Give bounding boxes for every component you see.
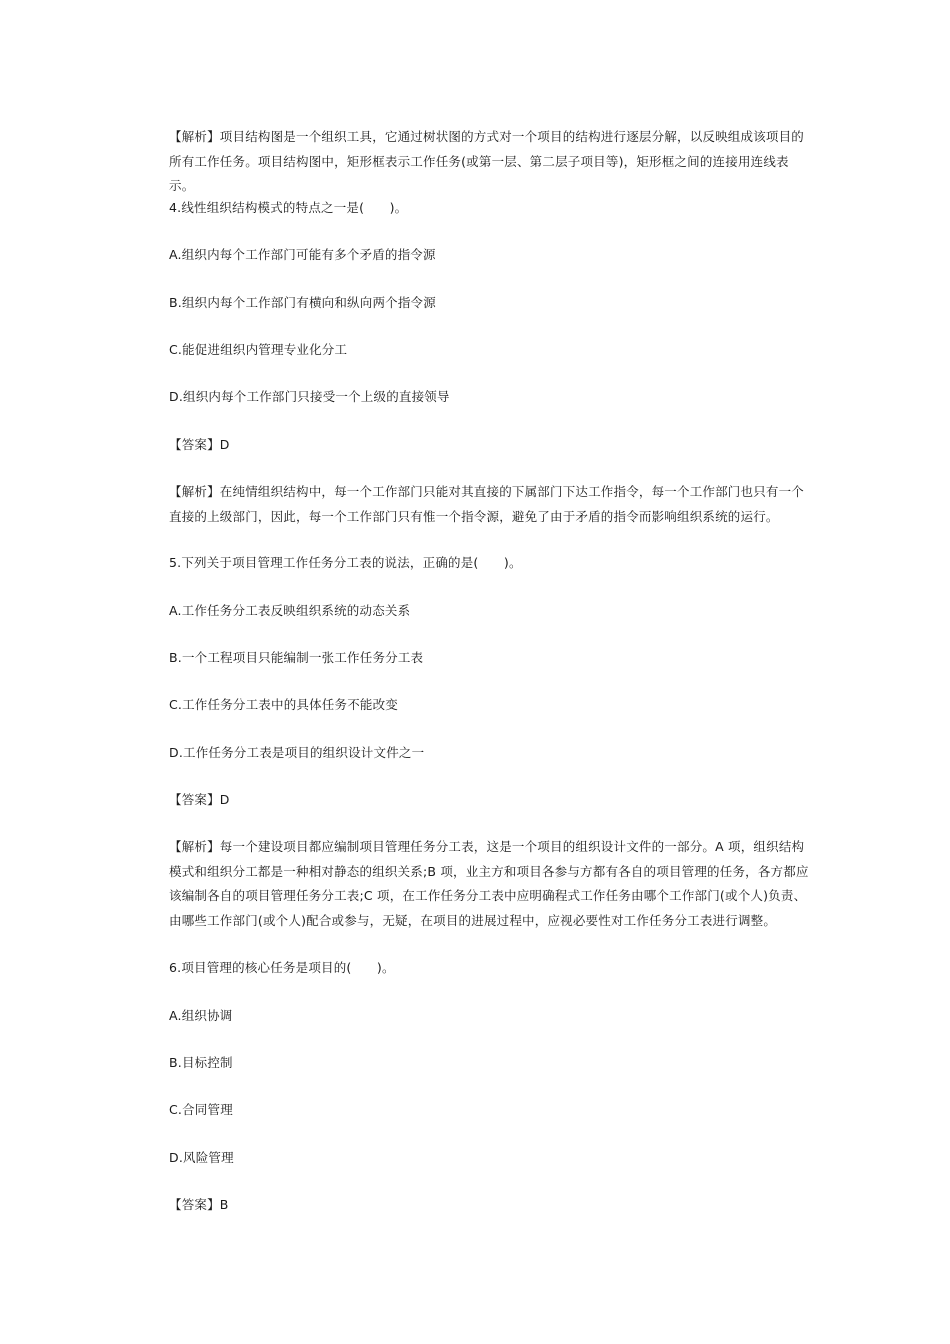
question-5: 5.下列关于项目管理工作任务分工表的说法，正确的是( )。 bbox=[169, 555, 522, 570]
question-5-option-c: C.工作任务分工表中的具体任务不能改变 bbox=[169, 697, 399, 712]
analysis-paragraph-3: 【解析】每一个建设项目都应编制项目管理任务分工表，这是一个项目的组织设计文件的一部分。A 项，组织结构模式和组织分工都是一种相对静态的组织关系;B 项，业主方和项目各参与方都有各自的项目管理的任务，各方都应该编制各自的项目管理任务分工表;C 项，在工作任务分工表中应明确程式工作任务由哪个工作部门(或个人)负责、由哪些工作部门(或个人)配合或参与，无疑，在项目的进展过程中，应视必要性对工作任务分工表进行调整。 bbox=[169, 839, 809, 928]
analysis-paragraph-2: 【解析】在纯情组织结构中，每一个工作部门只能对其直接的下属部门下达工作指令，每一个工作部门也只有一个直接的上级部门，因此，每一个工作部门只有惟一个指令源，避免了由于矛盾的指令而影响组织系统的运行。 bbox=[169, 484, 805, 524]
question-6-option-c: C.合同管理 bbox=[169, 1102, 233, 1117]
question-4: 4.线性组织结构模式的特点之一是( )。 bbox=[169, 200, 408, 215]
question-6-answer: 【答案】B bbox=[169, 1197, 229, 1212]
question-4-answer: 【答案】D bbox=[169, 437, 230, 452]
question-6-option-b: B.目标控制 bbox=[169, 1055, 233, 1070]
question-5-answer: 【答案】D bbox=[169, 792, 230, 807]
question-6: 6.项目管理的核心任务是项目的( )。 bbox=[169, 960, 395, 975]
question-4-option-d: D.组织内每个工作部门只接受一个上级的直接领导 bbox=[169, 389, 450, 404]
question-5-option-b: B.一个工程项目只能编制一张工作任务分工表 bbox=[169, 650, 424, 665]
analysis-paragraph-1: 【解析】项目结构图是一个组织工具，它通过树状图的方式对一个项目的结构进行逐层分解，以反映组成该项目的所有工作任务。项目结构图中，矩形框表示工作任务(或第一层、第二层子项目等)，矩形框之间的连接用连线表示。 bbox=[169, 129, 805, 193]
question-4-option-a: A.组织内每个工作部门可能有多个矛盾的指令源 bbox=[169, 247, 436, 262]
question-5-option-a: A.工作任务分工表反映组织系统的动态关系 bbox=[169, 603, 411, 618]
question-6-option-d: D.风险管理 bbox=[169, 1150, 234, 1165]
question-4-option-c: C.能促进组织内管理专业化分工 bbox=[169, 342, 348, 357]
question-4-option-b: B.组织内每个工作部门有横向和纵向两个指令源 bbox=[169, 295, 436, 310]
question-6-option-a: A.组织协调 bbox=[169, 1008, 233, 1023]
question-5-option-d: D.工作任务分工表是项目的组织设计文件之一 bbox=[169, 745, 425, 760]
